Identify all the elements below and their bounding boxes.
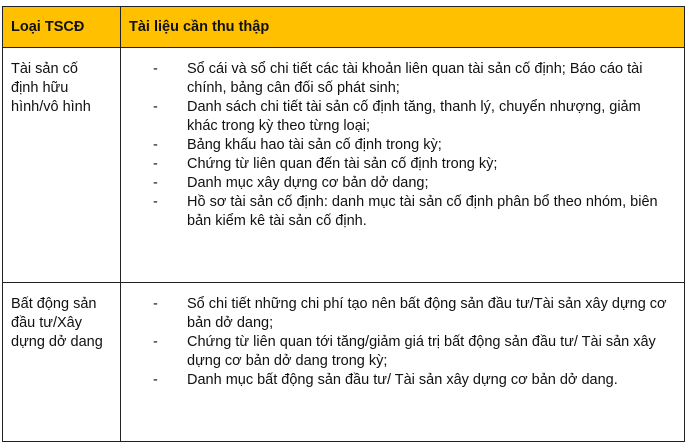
document-list	[131, 60, 670, 231]
list-item-text: Chứng từ liên quan tới tăng/giảm giá trị bất động sản đầu tư/ Tài sản xây dựng cơ bản dở dang trong kỳ;	[187, 334, 656, 369]
list-item	[131, 295, 670, 333]
list-item-text: Danh mục bất động sản đầu tư/ Tài sản xây dựng cơ bản dở dang.	[187, 372, 618, 388]
list-item-text: Danh sách chi tiết tài sản cố định tăng, thanh lý, chuyển nhượng, giảm khác trong kỳ theo từng loại;	[187, 99, 641, 134]
row-documents	[121, 48, 685, 283]
table-row	[3, 283, 685, 442]
bullet-dash: -	[153, 334, 158, 350]
row-category: Tài sản cố định hữu hình/vô hình	[3, 48, 121, 283]
list-item	[131, 371, 670, 390]
list-item	[131, 193, 670, 231]
list-item	[131, 155, 670, 174]
bullet-dash: -	[153, 99, 158, 115]
bullet-dash: -	[153, 61, 158, 77]
bullet-dash: -	[153, 372, 158, 388]
header-documents-to-collect: Tài liệu cần thu thập	[121, 7, 685, 48]
header-asset-type: Loại TSCĐ	[3, 7, 121, 48]
table-row	[3, 48, 685, 283]
row-documents	[121, 283, 685, 442]
bullet-dash: -	[153, 296, 158, 312]
bullet-dash: -	[153, 175, 158, 191]
table-header-row	[3, 7, 685, 48]
list-item	[131, 333, 670, 371]
list-item-text: Danh mục xây dựng cơ bản dở dang;	[187, 175, 429, 191]
bullet-dash: -	[153, 194, 158, 210]
list-item-text: Bảng khấu hao tài sản cố định trong kỳ;	[187, 137, 442, 153]
document-list	[131, 295, 670, 390]
list-item	[131, 60, 670, 98]
list-item-text: Chứng từ liên quan đến tài sản cố định trong kỳ;	[187, 156, 498, 172]
bullet-dash: -	[153, 156, 158, 172]
list-item	[131, 174, 670, 193]
list-item-text: Sổ cái và sổ chi tiết các tài khoản liên quan tài sản cố định; Báo cáo tài chính, bảng cân đối số phát sinh;	[187, 61, 643, 96]
bullet-dash: -	[153, 137, 158, 153]
asset-documents-table	[2, 6, 685, 442]
list-item-text: Sổ chi tiết những chi phí tạo nên bất động sản đầu tư/Tài sản xây dựng cơ bản dở dang;	[187, 296, 667, 331]
list-item	[131, 136, 670, 155]
list-item	[131, 98, 670, 136]
row-category: Bất động sản đầu tư/Xây dựng dở dang	[3, 283, 121, 442]
list-item-text: Hồ sơ tài sản cố định: danh mục tài sản cố định phân bổ theo nhóm, biên bản kiểm kê tài sản cố định.	[187, 194, 658, 229]
